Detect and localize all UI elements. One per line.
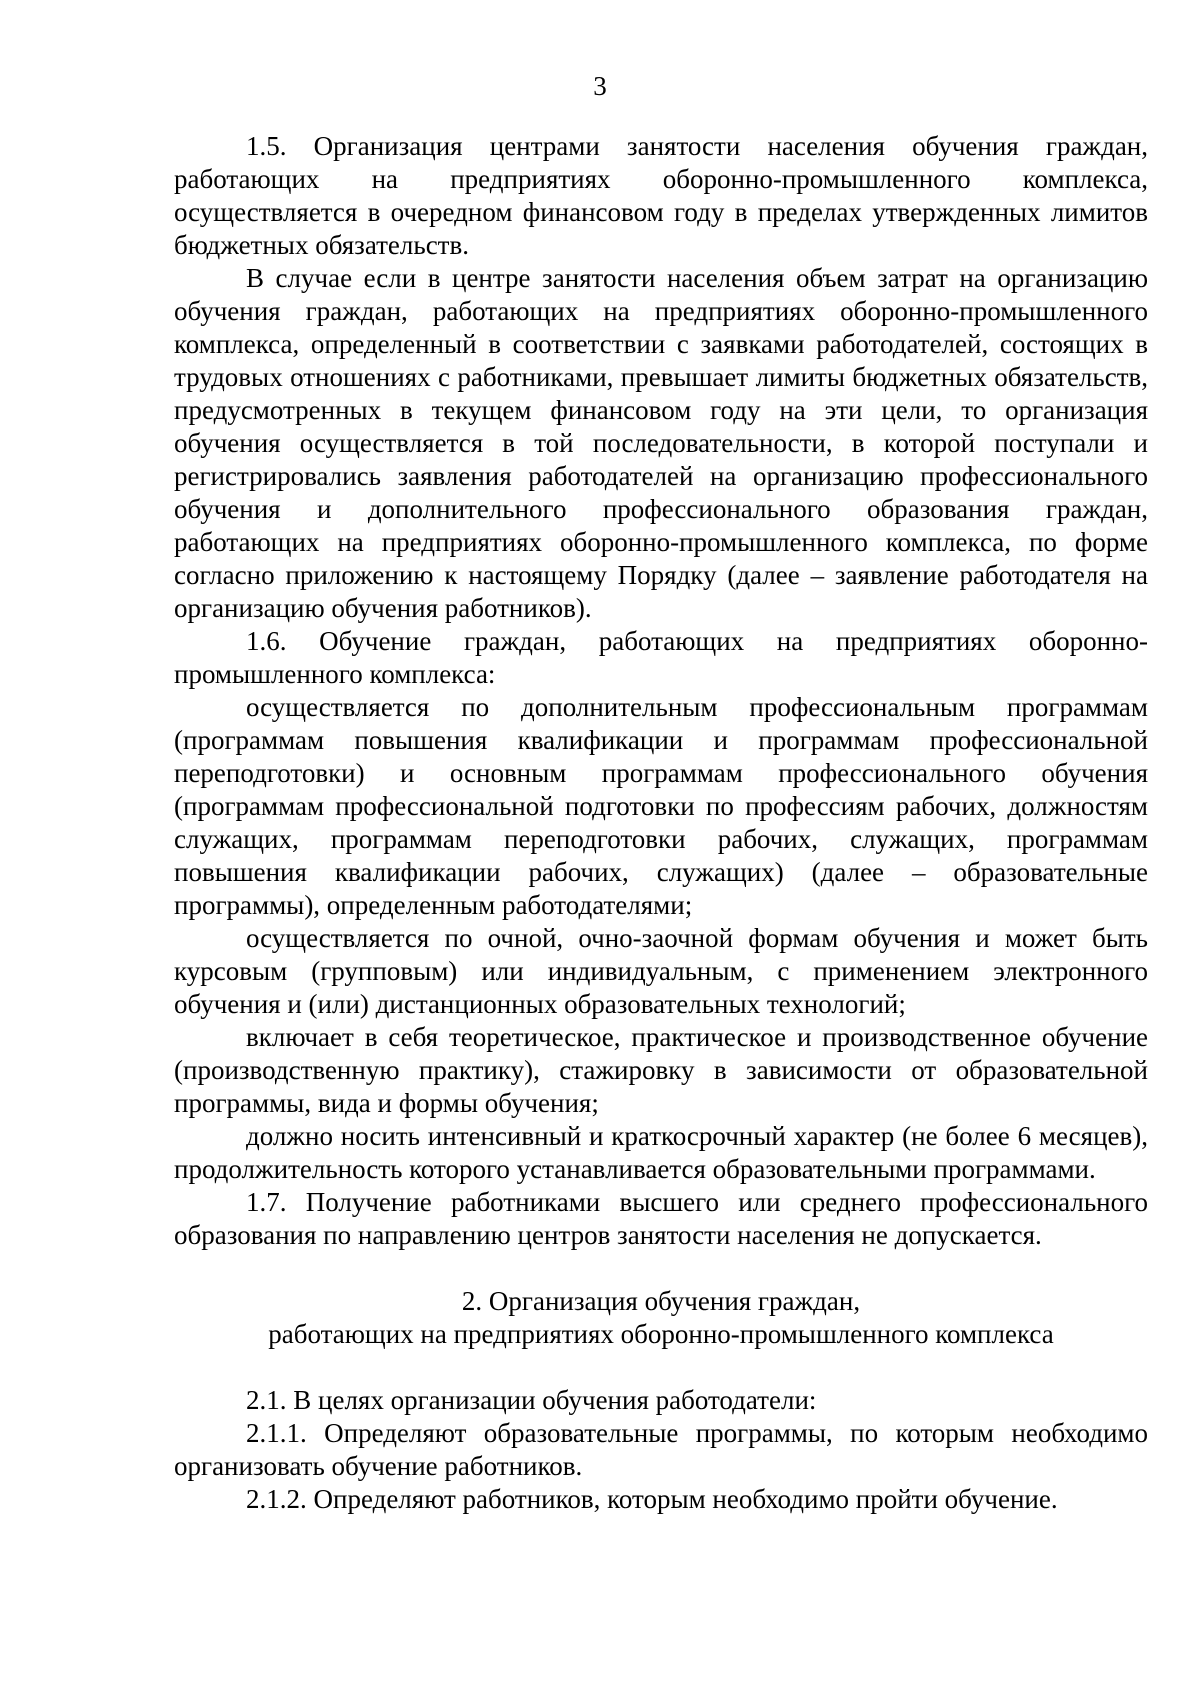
paragraph-1-6: 1.6. Обучение граждан, работающих на предприятиях оборонно-промышленного комплекса: bbox=[174, 626, 1148, 689]
paragraph-duration: должно носить интенсивный и краткосрочный характер (не более 6 месяцев), продолжительность которого устанавливается образовательными программами. bbox=[174, 1121, 1148, 1184]
section-heading-line-1: 2. Организация обучения граждан, bbox=[461, 1286, 861, 1316]
paragraph-programs: осуществляется по дополнительным профессиональным программам (программам повышения квалификации и программам профессиональной переподготовки) и основным программам профессионального обучения (программам профессиональной подготовки по профессиям рабочих, должностям служащих, программам переподготовки рабочих, служащих, программам повышения квалификации рабочих, служащих) (далее – образовательные программы), определенным работодателями; bbox=[174, 692, 1148, 920]
paragraph-2-1: 2.1. В целях организации обучения работодатели: bbox=[246, 1385, 817, 1415]
paragraph-2-1-1: 2.1.1. Определяют образовательные программы, по которым необходимо организовать обучение работников. bbox=[174, 1418, 1148, 1481]
document-body bbox=[174, 130, 1148, 1516]
section-heading-line-2: работающих на предприятиях оборонно-промышленного комплекса bbox=[268, 1319, 1054, 1349]
paragraph-1-7: 1.7. Получение работниками высшего или среднего профессионального образования по направлению центров занятости населения не допускается. bbox=[174, 1187, 1148, 1250]
paragraph-budget-limits: В случае если в центре занятости населения объем затрат на организацию обучения граждан, работающих на предприятиях оборонно-промышленного комплекса, определенный в соответствии с заявками работодателей, состоящих в трудовых отношениях с работниками, превышает лимиты бюджетных обязательств, предусмотренных в текущем финансовом году на эти цели, то организация обучения осуществляется в той последовательности, в которой поступали и регистрировались заявления работодателей на организацию профессионального обучения и дополнительного профессионального образования граждан, работающих на предприятиях оборонно-промышленного комплекса, по форме согласно приложению к настоящему Порядку (далее – заявление работодателя на организацию обучения работников). bbox=[174, 263, 1148, 623]
paragraph-1-5: 1.5. Организация центрами занятости населения обучения граждан, работающих на предприятиях оборонно-промышленного комплекса, осуществляется в очередном финансовом году в пределах утвержденных лимитов бюджетных обязательств. bbox=[174, 131, 1148, 260]
paragraph-forms: осуществляется по очной, очно-заочной формам обучения и может быть курсовым (групповым) или индивидуальным, с применением электронного обучения и (или) дистанционных образовательных технологий; bbox=[174, 923, 1148, 1019]
paragraph-2-1-2: 2.1.2. Определяют работников, которым необходимо пройти обучение. bbox=[246, 1484, 1058, 1514]
page-number: 3 bbox=[593, 71, 607, 101]
section-heading-2 bbox=[174, 1285, 1148, 1351]
paragraph-includes: включает в себя теоретическое, практическое и производственное обучение (производственную практику), стажировку в зависимости от образовательной программы, вида и формы обучения; bbox=[174, 1022, 1148, 1118]
